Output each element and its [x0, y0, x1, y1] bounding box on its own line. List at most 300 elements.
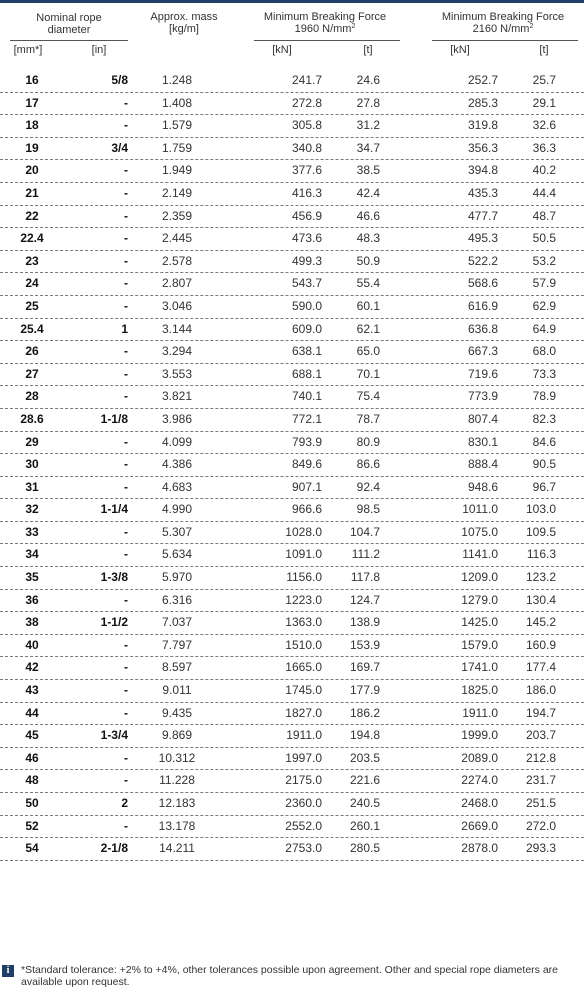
- cell-mbf-2160-kn: 1741.0: [461, 660, 498, 675]
- cell-diameter-in: -: [124, 344, 128, 359]
- cell-mbf-2160-t: 57.9: [532, 276, 556, 291]
- cell-mbf-2160-t: 160.9: [525, 637, 556, 652]
- cell-mbf-2160-t: 50.5: [532, 231, 556, 246]
- table-row: [0, 341, 584, 364]
- cell-diameter-mm: 46: [25, 750, 39, 765]
- cell-mbf-1960-kn: 1911.0: [286, 728, 322, 743]
- cell-mbf-1960-kn: 499.3: [291, 253, 322, 268]
- cell-mass: 2.578: [161, 253, 193, 268]
- rope-table-body: [0, 70, 584, 861]
- cell-diameter-mm: 54: [25, 841, 39, 856]
- cell-mbf-2160-t: 48.7: [532, 208, 556, 223]
- cell-diameter-in: -: [124, 163, 128, 178]
- cell-mbf-1960-kn: 272.8: [291, 95, 322, 110]
- cell-mbf-1960-t: 80.9: [356, 434, 380, 449]
- cell-mbf-1960-kn: 638.1: [291, 344, 322, 359]
- cell-diameter-mm: 25.4: [20, 321, 44, 336]
- cell-mbf-2160-t: 203.7: [525, 728, 556, 743]
- cell-mass: 3.046: [161, 298, 193, 313]
- cell-mbf-2160-t: 44.4: [532, 185, 556, 200]
- header-mbf2: [428, 11, 578, 35]
- unit-t-1960: [t]: [363, 44, 373, 56]
- cell-diameter-in: -: [124, 118, 128, 133]
- cell-mbf-1960-kn: 688.1: [291, 366, 322, 381]
- cell-mass: 2.359: [161, 208, 193, 223]
- unit-t-2160: [t]: [539, 44, 549, 56]
- cell-diameter-mm: 27: [25, 366, 39, 381]
- table-row: [0, 838, 584, 861]
- cell-mbf-2160-t: 32.6: [532, 118, 556, 133]
- cell-mbf-1960-kn: 907.1: [291, 479, 322, 494]
- cell-diameter-mm: 50: [25, 796, 39, 810]
- table-row: [0, 296, 584, 319]
- cell-mass: 4.990: [161, 502, 193, 517]
- cell-mbf-2160-kn: 2274.0: [461, 773, 498, 788]
- cell-diameter-in: 1-1/8: [100, 411, 128, 426]
- cell-mbf-2160-t: 293.3: [525, 841, 556, 856]
- cell-mbf-1960-kn: 543.7: [291, 276, 322, 291]
- table-row: [0, 657, 584, 680]
- cell-mbf-1960-kn: 241.7: [291, 73, 322, 87]
- cell-diameter-in: -: [124, 547, 128, 562]
- cell-diameter-in: 1: [121, 321, 128, 336]
- cell-mbf-1960-t: 60.1: [356, 298, 380, 313]
- table-row: [0, 544, 584, 567]
- cell-mbf-2160-kn: 522.2: [467, 253, 498, 268]
- cell-diameter-mm: 21: [25, 185, 39, 200]
- cell-diameter-mm: 44: [25, 705, 39, 720]
- cell-mbf-2160-t: 40.2: [532, 163, 556, 178]
- cell-mbf-2160-t: 64.9: [532, 321, 556, 336]
- cell-diameter-in: -: [124, 434, 128, 449]
- cell-mbf-2160-t: 212.8: [525, 750, 556, 765]
- table-row: [0, 115, 584, 138]
- cell-mbf-1960-kn: 1745.0: [285, 683, 322, 698]
- cell-mbf-2160-kn: 1579.0: [461, 637, 498, 652]
- cell-mbf-1960-t: 86.6: [356, 457, 380, 472]
- cell-diameter-in: -: [124, 231, 128, 246]
- cell-mbf-2160-t: 96.7: [532, 479, 556, 494]
- table-row: [0, 206, 584, 229]
- cell-mbf-2160-t: 82.3: [532, 411, 556, 426]
- cell-mbf-2160-t: 231.7: [525, 773, 556, 788]
- cell-mbf-2160-kn: 1425.0: [461, 615, 498, 630]
- cell-diameter-mm: 36: [25, 592, 39, 607]
- cell-diameter-in: -: [124, 637, 128, 652]
- cell-diameter-in: -: [124, 276, 128, 291]
- table-row: [0, 386, 584, 409]
- unit-mm: [mm*]: [13, 44, 43, 56]
- cell-diameter-in: -: [124, 185, 128, 200]
- cell-mbf-1960-kn: 1363.0: [285, 615, 322, 630]
- cell-mass: 1.579: [161, 118, 193, 133]
- cell-mbf-1960-kn: 305.8: [291, 118, 322, 133]
- header-mbf1-title: Minimum Breaking Force: [263, 11, 387, 23]
- cell-mbf-2160-kn: 773.9: [467, 389, 498, 404]
- cell-diameter-mm: 31: [25, 479, 39, 494]
- table-row: [0, 748, 584, 771]
- cell-diameter-mm: 38: [25, 615, 39, 630]
- cell-diameter-mm: 20: [25, 163, 39, 178]
- cell-mass: 4.099: [161, 434, 193, 449]
- cell-mbf-2160-t: 73.3: [532, 366, 556, 381]
- cell-diameter-mm: 45: [25, 728, 39, 743]
- cell-diameter-in: -: [124, 592, 128, 607]
- cell-mbf-2160-kn: 2669.0: [461, 818, 498, 833]
- cell-mbf-2160-kn: 477.7: [467, 208, 498, 223]
- table-row: [0, 251, 584, 274]
- cell-diameter-mm: 34: [25, 547, 39, 562]
- cell-mass: 1.949: [161, 163, 193, 178]
- cell-mbf-1960-t: 117.8: [350, 570, 380, 585]
- cell-mbf-2160-t: 130.4: [525, 592, 556, 607]
- cell-mass: 7.797: [161, 637, 193, 652]
- cell-diameter-in: 5/8: [111, 73, 128, 87]
- cell-mbf-2160-kn: 435.3: [467, 185, 498, 200]
- cell-diameter-in: 1-3/8: [100, 570, 128, 585]
- cell-mbf-2160-kn: 495.3: [467, 231, 498, 246]
- cell-mbf-1960-kn: 1223.0: [285, 592, 322, 607]
- cell-mbf-1960-kn: 456.9: [291, 208, 322, 223]
- cell-mass: 4.683: [161, 479, 193, 494]
- cell-mbf-1960-t: 42.4: [356, 185, 380, 200]
- cell-mass: 11.228: [159, 773, 195, 788]
- cell-mbf-2160-kn: 252.7: [467, 73, 498, 87]
- cell-mass: 4.386: [161, 457, 193, 472]
- cell-diameter-in: 2: [121, 796, 128, 810]
- cell-mbf-2160-kn: 1141.0: [462, 547, 498, 562]
- cell-mass: 9.435: [161, 705, 193, 720]
- cell-mbf-1960-t: 104.7: [349, 524, 380, 539]
- cell-diameter-in: -: [124, 818, 128, 833]
- cell-mass: 2.149: [161, 185, 193, 200]
- cell-mbf-1960-t: 194.8: [349, 728, 380, 743]
- cell-mbf-2160-kn: 1011.0: [462, 502, 498, 517]
- cell-diameter-mm: 43: [25, 683, 39, 698]
- footnote-text: *Standard tolerance: +2% to +4%, other tolerances possible upon agreement. Other and special rope diameters are available upon request.: [21, 964, 558, 988]
- cell-mbf-1960-kn: 1997.0: [285, 750, 322, 765]
- cell-mbf-1960-t: 31.2: [356, 118, 380, 133]
- cell-diameter-mm: 33: [25, 524, 39, 539]
- table-row: [0, 499, 584, 522]
- cell-mbf-2160-kn: 636.8: [467, 321, 498, 336]
- cell-diameter-mm: 23: [25, 253, 39, 268]
- cell-mbf-1960-t: 70.1: [356, 366, 380, 381]
- cell-diameter-mm: 19: [25, 140, 39, 155]
- cell-mbf-1960-kn: 340.8: [291, 140, 322, 155]
- cell-diameter-in: -: [124, 683, 128, 698]
- cell-mbf-2160-kn: 667.3: [467, 344, 498, 359]
- table-row: [0, 770, 584, 793]
- cell-mbf-1960-t: 221.6: [349, 773, 380, 788]
- unit-kn-2160: [kN]: [450, 44, 470, 56]
- cell-mbf-2160-kn: 2089.0: [461, 750, 498, 765]
- cell-mass: 13.178: [158, 818, 196, 833]
- cell-mbf-1960-kn: 2753.0: [285, 841, 322, 856]
- cell-mbf-1960-kn: 772.1: [291, 411, 322, 426]
- table-row: [0, 183, 584, 206]
- cell-mass: 5.307: [161, 524, 193, 539]
- cell-mbf-1960-t: 203.5: [349, 750, 380, 765]
- cell-mbf-1960-t: 50.9: [356, 253, 380, 268]
- cell-mbf-2160-t: 84.6: [532, 434, 556, 449]
- cell-mbf-1960-t: 98.5: [356, 502, 380, 517]
- table-row: [0, 160, 584, 183]
- cell-diameter-in: -: [124, 95, 128, 110]
- table-row: [0, 454, 584, 477]
- cell-mbf-1960-kn: 2360.0: [285, 796, 322, 810]
- cell-mbf-2160-t: 36.3: [532, 140, 556, 155]
- cell-mbf-1960-t: 138.9: [349, 615, 380, 630]
- cell-diameter-in: -: [124, 389, 128, 404]
- cell-mbf-2160-t: 145.2: [525, 615, 556, 630]
- cell-mass: 3.144: [161, 321, 193, 336]
- cell-mbf-2160-kn: 2878.0: [461, 841, 498, 856]
- cell-mbf-2160-t: 194.7: [525, 705, 556, 720]
- cell-diameter-in: 3/4: [111, 140, 128, 155]
- cell-mbf-1960-kn: 1665.0: [285, 660, 322, 675]
- cell-mass: 1.408: [161, 95, 193, 110]
- table-row: [0, 319, 584, 342]
- cell-mbf-2160-t: 186.0: [525, 683, 556, 698]
- cell-mbf-1960-t: 260.1: [349, 818, 380, 833]
- cell-diameter-mm: 48: [25, 773, 39, 788]
- cell-mbf-2160-t: 25.7: [532, 73, 556, 87]
- table-row: [0, 567, 584, 590]
- cell-mass: 6.316: [161, 592, 193, 607]
- cell-mbf-2160-kn: 719.6: [467, 366, 498, 381]
- cell-mass: 8.597: [161, 660, 193, 675]
- header-mbf1: [250, 11, 400, 35]
- cell-mbf-1960-t: 27.8: [356, 95, 380, 110]
- cell-mass: 3.986: [161, 411, 193, 426]
- cell-mbf-2160-t: 62.9: [532, 298, 556, 313]
- cell-mbf-2160-t: 116.3: [526, 547, 556, 562]
- cell-mbf-1960-kn: 377.6: [291, 163, 322, 178]
- unit-kn-1960: [kN]: [272, 44, 292, 56]
- cell-diameter-mm: 40: [25, 637, 39, 652]
- cell-mbf-1960-t: 46.6: [356, 208, 380, 223]
- cell-diameter-in: -: [124, 457, 128, 472]
- cell-diameter-in: -: [124, 253, 128, 268]
- header-diameter-underline: [10, 40, 128, 41]
- cell-mbf-2160-kn: 2468.0: [461, 796, 498, 810]
- cell-diameter-mm: 18: [25, 118, 39, 133]
- table-row: [0, 816, 584, 839]
- cell-mbf-2160-kn: 1075.0: [461, 524, 498, 539]
- cell-diameter-mm: 30: [25, 457, 39, 472]
- cell-mbf-2160-t: 109.5: [525, 524, 556, 539]
- cell-mbf-2160-kn: 948.6: [467, 479, 498, 494]
- cell-mbf-2160-kn: 830.1: [467, 434, 498, 449]
- cell-diameter-mm: 16: [25, 73, 39, 87]
- cell-mbf-1960-kn: 609.0: [291, 321, 322, 336]
- table-row: [0, 725, 584, 748]
- cell-diameter-in: -: [124, 773, 128, 788]
- cell-mbf-2160-t: 103.0: [525, 502, 556, 517]
- cell-mass: 10.312: [158, 750, 196, 765]
- cell-mbf-1960-kn: 966.6: [291, 502, 322, 517]
- cell-mbf-2160-kn: 616.9: [467, 298, 498, 313]
- top-accent-bar: [0, 0, 584, 3]
- cell-mbf-1960-kn: 1156.0: [286, 570, 322, 585]
- header-mbf2-sub: 2160 $N/mm^2$: [472, 23, 534, 35]
- table-row: [0, 228, 584, 251]
- cell-mass: 3.553: [161, 366, 193, 381]
- cell-mbf-2160-kn: 568.6: [467, 276, 498, 291]
- table-row: [0, 138, 584, 161]
- cell-mbf-1960-t: 153.9: [349, 637, 380, 652]
- cell-mbf-1960-kn: 473.6: [291, 231, 322, 246]
- cell-diameter-in: 2-1/8: [100, 841, 128, 856]
- cell-mass: 3.294: [161, 344, 193, 359]
- header-mass: [148, 11, 220, 35]
- table-row: [0, 273, 584, 296]
- cell-diameter-mm: 25: [25, 298, 39, 313]
- cell-diameter-in: -: [124, 705, 128, 720]
- cell-mass: 5.634: [161, 547, 193, 562]
- cell-mbf-2160-kn: 1999.0: [461, 728, 498, 743]
- cell-diameter-mm: 17: [25, 95, 39, 110]
- cell-mass: 5.970: [161, 570, 193, 585]
- cell-mbf-1960-kn: 1028.0: [285, 524, 322, 539]
- cell-mbf-1960-kn: 416.3: [291, 185, 322, 200]
- cell-mass: 2.445: [161, 231, 193, 246]
- cell-mbf-1960-t: 78.7: [356, 411, 380, 426]
- table-row: [0, 703, 584, 726]
- cell-mbf-2160-kn: 1279.0: [461, 592, 498, 607]
- cell-mbf-1960-t: 38.5: [356, 163, 380, 178]
- cell-mbf-2160-t: 78.9: [532, 389, 556, 404]
- table-row: [0, 93, 584, 116]
- cell-mass: 7.037: [161, 615, 193, 630]
- cell-mass: 3.821: [161, 389, 193, 404]
- info-icon: i: [2, 965, 14, 977]
- table-row: [0, 793, 584, 816]
- cell-diameter-mm: 29: [25, 434, 39, 449]
- cell-diameter-in: -: [124, 298, 128, 313]
- cell-diameter-in: -: [124, 479, 128, 494]
- cell-mbf-1960-kn: 590.0: [291, 298, 322, 313]
- cell-mbf-1960-t: 75.4: [356, 389, 380, 404]
- table-row: [0, 680, 584, 703]
- cell-mbf-1960-kn: 2552.0: [285, 818, 322, 833]
- header-mbf2-underline: [432, 40, 578, 41]
- cell-mbf-1960-kn: 1510.0: [285, 637, 322, 652]
- cell-diameter-in: -: [124, 750, 128, 765]
- cell-mbf-2160-kn: 1209.0: [461, 570, 498, 585]
- cell-mbf-2160-kn: 807.4: [467, 411, 498, 426]
- header-mbf2-title: Minimum Breaking Force: [441, 11, 565, 23]
- cell-mass: 9.011: [162, 683, 192, 698]
- cell-mbf-1960-t: 92.4: [356, 479, 380, 494]
- cell-diameter-mm: 35: [25, 570, 39, 585]
- cell-diameter-mm: 42: [25, 660, 39, 675]
- cell-diameter-in: -: [124, 524, 128, 539]
- cell-mass: 12.183: [158, 796, 196, 810]
- cell-diameter-mm: 28: [25, 389, 39, 404]
- cell-diameter-mm: 24: [25, 276, 39, 291]
- cell-mbf-2160-t: 123.2: [525, 570, 556, 585]
- cell-mbf-1960-t: 280.5: [349, 841, 380, 856]
- cell-mbf-1960-kn: 740.1: [291, 389, 322, 404]
- cell-mbf-1960-t: 62.1: [356, 321, 380, 336]
- cell-mbf-2160-t: 90.5: [532, 457, 556, 472]
- cell-mbf-2160-t: 177.4: [525, 660, 556, 675]
- cell-diameter-in: 1-1/4: [100, 502, 128, 517]
- table-row: [0, 635, 584, 658]
- table-row: [0, 70, 584, 93]
- cell-mass: 14.211: [159, 841, 195, 856]
- cell-diameter-mm: 52: [25, 818, 39, 833]
- table-row: [0, 612, 584, 635]
- row-separator: [0, 860, 584, 861]
- cell-mbf-2160-kn: 394.8: [467, 163, 498, 178]
- header-diameter-label: Nominal rope diameter: [36, 12, 102, 36]
- cell-mass: 1.248: [161, 73, 193, 87]
- cell-diameter-mm: 22: [25, 208, 39, 223]
- table-row: [0, 590, 584, 613]
- cell-mbf-2160-t: 251.5: [525, 796, 556, 810]
- cell-mbf-1960-t: 55.4: [356, 276, 380, 291]
- cell-mbf-1960-t: 111.2: [351, 547, 380, 562]
- cell-mbf-1960-t: 169.7: [349, 660, 380, 675]
- cell-diameter-in: 1-3/4: [100, 728, 128, 743]
- cell-diameter-in: -: [124, 366, 128, 381]
- table-row: [0, 432, 584, 455]
- cell-mbf-2160-kn: 319.8: [467, 118, 498, 133]
- cell-mbf-1960-kn: 849.6: [291, 457, 322, 472]
- cell-diameter-mm: 28.6: [20, 411, 44, 426]
- cell-mbf-1960-t: 124.7: [349, 592, 380, 607]
- cell-diameter-in: -: [124, 208, 128, 223]
- header-diameter: [18, 12, 120, 36]
- cell-mbf-1960-kn: 2175.0: [285, 773, 322, 788]
- cell-mass: 9.869: [161, 728, 193, 743]
- cell-mbf-1960-kn: 1827.0: [285, 705, 322, 720]
- cell-diameter-mm: 26: [25, 344, 39, 359]
- cell-mbf-2160-t: 53.2: [532, 253, 556, 268]
- cell-mbf-2160-kn: 1825.0: [461, 683, 498, 698]
- cell-mass: 1.759: [161, 140, 193, 155]
- cell-diameter-mm: 22.4: [20, 231, 44, 246]
- cell-diameter-in: 1-1/2: [100, 615, 128, 630]
- cell-mbf-2160-kn: 356.3: [467, 140, 498, 155]
- cell-mbf-1960-t: 34.7: [356, 140, 380, 155]
- cell-mbf-1960-t: 177.9: [349, 683, 380, 698]
- cell-mbf-1960-t: 186.2: [349, 705, 380, 720]
- cell-mbf-1960-t: 48.3: [356, 231, 380, 246]
- cell-mbf-2160-kn: 888.4: [467, 457, 498, 472]
- cell-mbf-1960-t: 24.6: [356, 73, 380, 87]
- cell-mbf-2160-t: 29.1: [532, 95, 556, 110]
- cell-mbf-2160-kn: 285.3: [467, 95, 498, 110]
- cell-mbf-2160-t: 68.0: [532, 344, 556, 359]
- cell-mbf-1960-kn: 1091.0: [285, 547, 322, 562]
- cell-mbf-1960-t: 65.0: [356, 344, 380, 359]
- cell-mass: 2.807: [161, 276, 193, 291]
- header-mbf1-underline: [254, 40, 400, 41]
- cell-mbf-2160-t: 272.0: [525, 818, 556, 833]
- header-mbf1-sub: 1960 $N/mm^2$: [294, 23, 356, 35]
- table-row: [0, 409, 584, 432]
- table-row: [0, 364, 584, 387]
- cell-mbf-2160-kn: 1911.0: [462, 705, 498, 720]
- table-row: [0, 477, 584, 500]
- cell-diameter-in: -: [124, 660, 128, 675]
- unit-in: [in]: [91, 44, 107, 56]
- table-row: [0, 522, 584, 545]
